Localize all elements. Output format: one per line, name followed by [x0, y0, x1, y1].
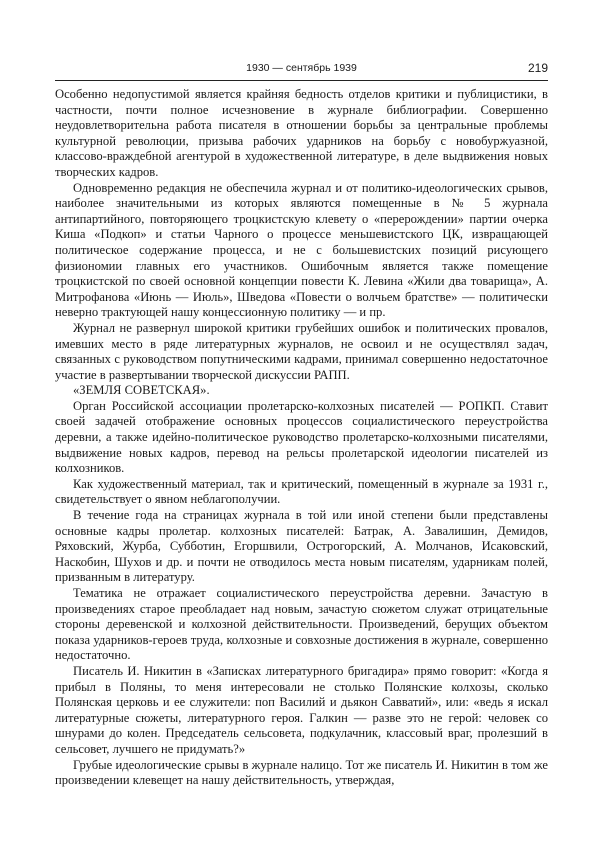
header-rule	[55, 80, 548, 81]
paragraph: Одновременно редакция не обеспечила журнал и от политико-идеологических срывов, наиболее значительными из которых являются помещенные в № 5 журнала антипартийного, повторяющего троцкистскую клевету о «перерождении» партии очерка Киша «Подкоп» и статьи Чарного о процессе меньшевистского ЦК, извращающей политическое содержание процесса, и не с большевистских позиций рисующего физиономии главных его участников. Ошибочным является также помещение троцкистской по своей основной концепции повести К. Левина «Жили два товарища», А. Митрофанова «Июнь — Июль», Шведова «Повести о волчьем братстве» — политически неверно трактующей нашу концессионную политику — и пр.	[55, 180, 548, 320]
paragraph: Писатель И. Никитин в «Записках литературного бригадира» прямо говорит: «Когда я прибыл в Поляны, то меня интересовали не столько Полянские колхозы, сколько Полянская церковь и ее служители: поп Василий и дьякон Савватий», или: «ведь я искал литературные сюжеты, литературного героя. Галкин — разве это не герой: человек со шнурами до колен. Председатель сельсовета, подкулачник, классовый враг, пролезший в сельсовет, лучшего не придумать?»	[55, 663, 548, 756]
running-title: 1930 — сентябрь 1939	[246, 62, 357, 74]
paragraph: Особенно недопустимой является крайняя бедность отделов критики и публицистики, в частности, почти полное исчезновение в журнале библиографии. Совершенно неудовлетворительна работа писателя в отношении борьбы за центральные проблемы культурной революции, призыва рабочих ударников на борьбу с новобуржуазной, классово-враждебной агентурой в художественной литературе, в деле выдвижения новых творческих кадров.	[55, 87, 548, 179]
paragraph: Журнал не развернул широкой критики грубейших ошибок и политических провалов, имевших место в ряде литературных журналов, не освоил и не осуществлял задач, связанных с руководством попутническими кадрами, принимал совершенно недостаточное участие в развертывании творческой дискуссии РАПП.	[55, 320, 548, 382]
paragraph: Тематика не отражает социалистического переустройства деревни. Зачастую в произведениях старое преобладает над новым, зачастую сюжетом служат отрицательные стороны деревенской и колхозной действительности. Произведений, берущих объектом показа ударников-героев труда, колхозные и совхозные достижения в журнале, совершенно недостаточно.	[55, 586, 548, 663]
section-heading: «ЗЕМЛЯ СОВЕТСКАЯ».	[73, 383, 210, 398]
page-number: 219	[527, 61, 548, 75]
paragraph: Орган Российской ассоциации пролетарско-колхозных писателей — РОПКП. Ставит своей задачей отображение основных процессов социалистического переустройства деревни, а также идейно-политическое руководство пролетарско-колхозными писателями, выдвижение новых кадров, перевод на рельсы пролетарской идеологии писателей из колхозников.	[55, 398, 548, 476]
running-head	[55, 60, 548, 78]
book-page	[55, 60, 548, 789]
paragraph: Как художественный материал, так и критический, помещенный в журнале за 1931 г., свидетельствует о явном неблагополучии.	[55, 476, 548, 507]
paragraph: Грубые идеологические срывы в журнале налицо. Тот же писатель И. Никитин в том же произведении клевещет на нашу действительность, утверждая,	[55, 757, 548, 788]
paragraph: В течение года на страницах журнала в той или иной степени были представлены основные кадры пролетар. колхозных писателей: Батрак, А. Завалишин, Демидов, Ряховский, Журба, Субботин, Егоршвили, Острогорский, А. Молчанов, Исаковский, Наскобин, Шухов и др. и почти не отводилось места новым писателям, ударникам полей, призванным в литературу.	[55, 508, 548, 585]
page-body	[55, 87, 548, 789]
